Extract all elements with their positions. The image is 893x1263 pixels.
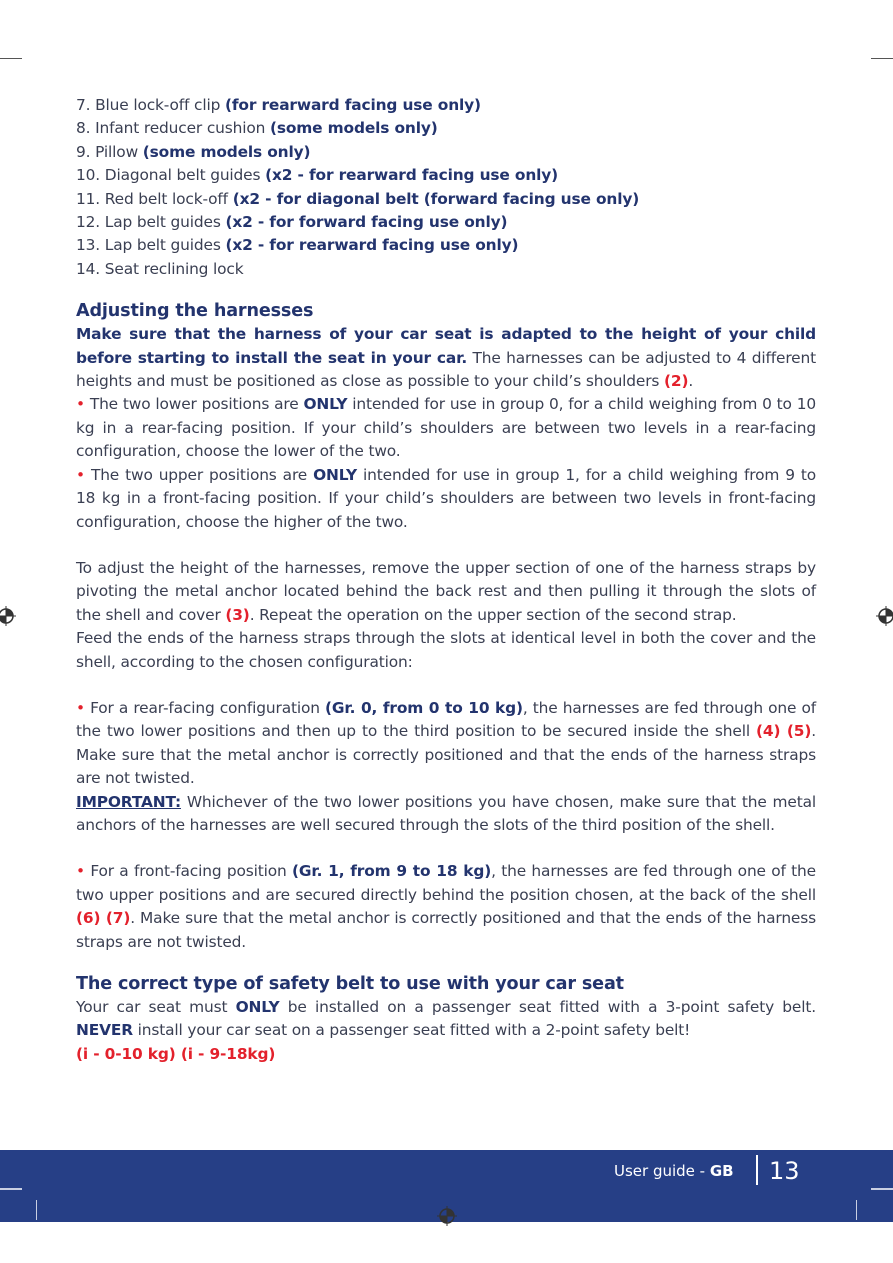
intro-paragraph: Make sure that the harness of your car seat is adapted to the height of your child before starting to install the seat in your car. The harnesses can be adjusted to 4 different heights and must be positioned as close as possible to your child’s shoulders (2).	[76, 325, 816, 391]
parts-list	[76, 94, 816, 281]
list-item: 8. Infant reducer cushion (some models only)	[76, 119, 438, 138]
bullet-upper-positions: • The two upper positions are ONLY intended for use in group 1, for a child weighing from 9 to 18 kg in a front-facing position. If your child’s shoulders are between two levels in front-facing configuration, choose the higher of the two.	[76, 465, 816, 531]
registration-mark-icon	[0, 606, 16, 626]
spacer	[76, 534, 816, 557]
spacer	[76, 837, 816, 860]
adjust-paragraph: To adjust the height of the harnesses, remove the upper section of one of the harness straps by pivoting the metal anchor located behind the back rest and then pulling it through the slots of the shell and cover (3). Repeat the operation on the upper section of the second strap.	[76, 558, 816, 624]
list-item: 14. Seat reclining lock	[76, 259, 244, 278]
crop-mark	[871, 58, 893, 59]
important-paragraph: IMPORTANT: Whichever of the two lower positions you have chosen, make sure that the metal anchors of the harnesses are well secured through the slots of the third position of the shell.	[76, 792, 816, 834]
footer-guide-label: User guide - GB	[614, 1162, 734, 1180]
weight-references: (i - 0-10 kg) (i - 9-18kg)	[76, 1044, 276, 1063]
list-item: 7. Blue lock-off clip (for rearward facing use only)	[76, 96, 481, 114]
crop-mark	[36, 1200, 37, 1220]
section-heading-safety-belt: The correct type of safety belt to use with your car seat	[76, 974, 624, 994]
rear-facing-paragraph: • For a rear-facing configuration (Gr. 0, from 0 to 10 kg), the harnesses are fed through one of the two lower positions and then up to the third position to be secured inside the shell (4) (5). Make sure that the metal anchor is correctly positioned and that the ends of the harness straps are not twisted.	[76, 698, 816, 788]
section-heading-harnesses: Adjusting the harnesses	[76, 301, 314, 322]
crop-mark	[871, 1188, 893, 1190]
front-facing-paragraph: • For a front-facing position (Gr. 1, from 9 to 18 kg), the harnesses are fed through one of the two upper positions and are secured directly behind the position chosen, at the back of the shell (6) (7). Make sure that the metal anchor is correctly positioned and that the ends of the harness straps are not twisted.	[76, 862, 816, 951]
crop-mark	[856, 1200, 857, 1220]
bullet-icon: •	[76, 862, 85, 881]
crop-mark	[0, 58, 22, 59]
crop-mark	[0, 1188, 22, 1190]
bullet-icon: •	[76, 698, 85, 717]
list-item: 12. Lap belt guides (x2 - for forward facing use only)	[76, 213, 508, 232]
list-item: 13. Lap belt guides (x2 - for rearward facing use only)	[76, 236, 519, 255]
bullet-lower-positions: • The two lower positions are ONLY intended for use in group 0, for a child weighing from 0 to 10 kg in a rear-facing position. If your child’s shoulders are between two levels in a rear-facing configuration, choose the lower of the two.	[76, 395, 816, 461]
registration-mark-icon	[876, 606, 893, 626]
page-number: 13	[769, 1157, 800, 1185]
page-content	[76, 94, 816, 1066]
bullet-icon: •	[76, 395, 85, 414]
list-item: 11. Red belt lock-off (x2 - for diagonal belt (forward facing use only)	[76, 189, 640, 208]
spacer	[76, 674, 816, 697]
list-item: 9. Pillow (some models only)	[76, 142, 311, 161]
safety-belt-paragraph: Your car seat must ONLY be installed on a passenger seat fitted with a 3-point safety belt. NEVER install your car seat on a passenger seat fitted with a 2-point safety belt!	[76, 998, 816, 1040]
list-item: 10. Diagonal belt guides (x2 - for rearward facing use only)	[76, 166, 559, 185]
footer-divider	[756, 1155, 758, 1185]
registration-mark-icon	[437, 1206, 457, 1226]
bullet-icon: •	[76, 465, 85, 484]
feed-paragraph: Feed the ends of the harness straps through the slots at identical level in both the cover and the shell, according to the chosen configuration:	[76, 629, 816, 671]
